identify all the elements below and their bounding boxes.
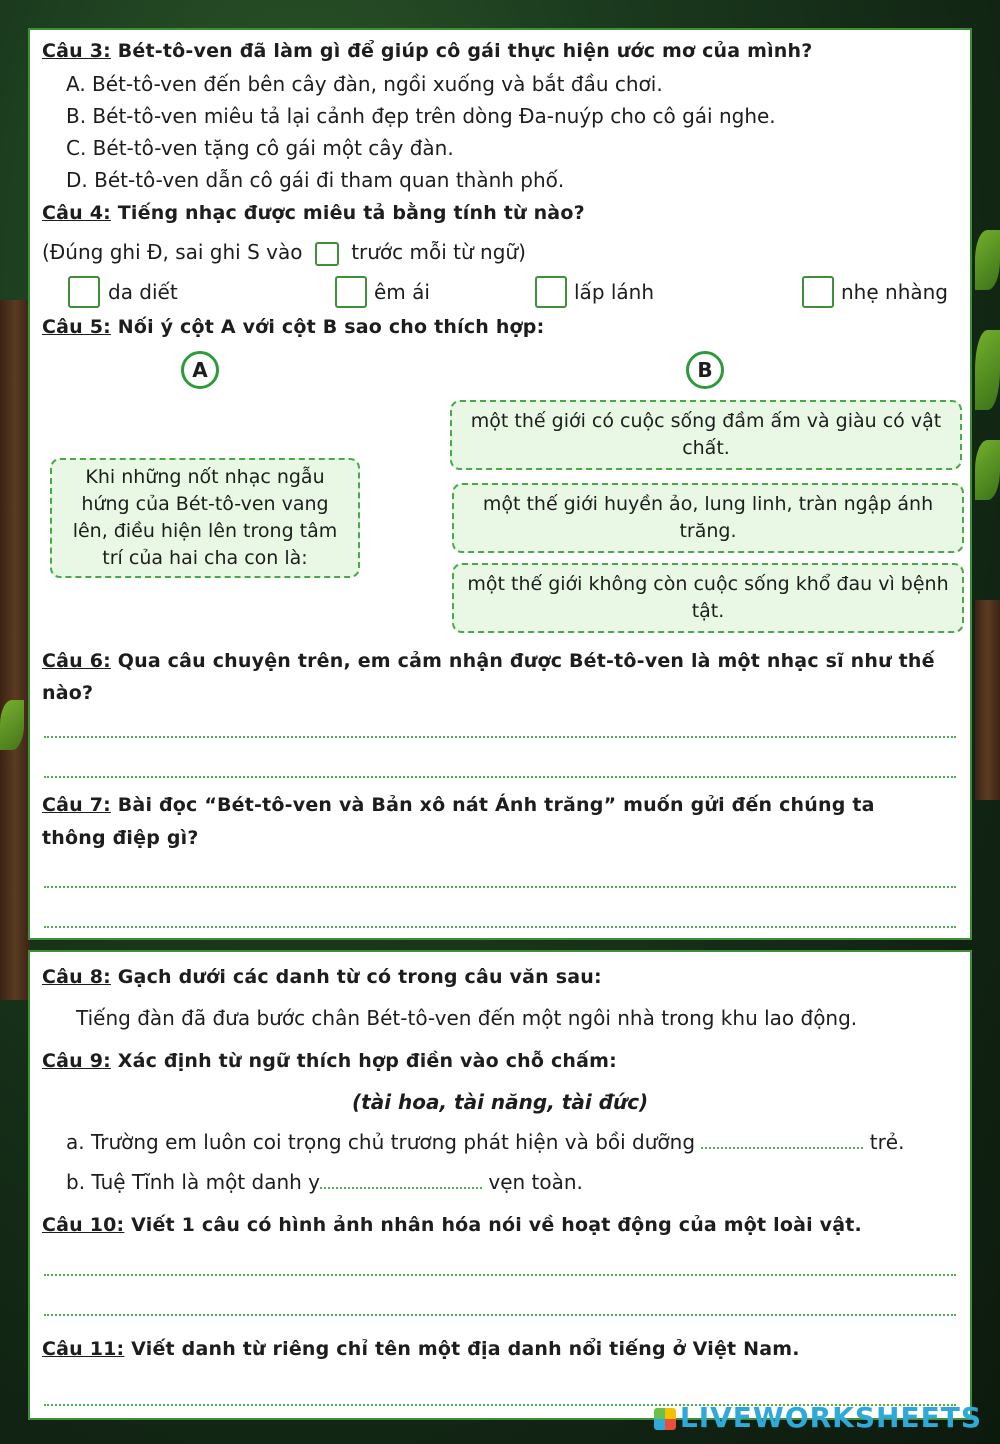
question-7-title-cont: thông điệp gì?: [42, 827, 199, 849]
question-6-title: [42, 650, 935, 672]
leaf-decoration: [975, 330, 1000, 410]
worksheet-panel-1: [28, 28, 972, 940]
question-text: Bài đọc “Bét-tô-ven và Bản xô nát Ánh trăng” muốn gửi đến chúng ta: [110, 794, 875, 816]
q4-instruction: [42, 240, 526, 266]
tree-trunk-right: [975, 600, 1000, 800]
question-text: Gạch dưới các danh từ có trong câu văn sau:: [110, 966, 602, 988]
column-b-label: B: [686, 351, 724, 389]
question-9-title: [42, 1050, 617, 1072]
question-number: Câu 4:: [42, 202, 111, 224]
question-text: Tiếng nhạc được miêu tả bằng tính từ nào?: [110, 202, 585, 224]
fill-blank-b[interactable]: [320, 1173, 482, 1189]
column-a-card[interactable]: Khi những nốt nhạc ngẫu hứng của Bét-tô-ven vang lên, điều hiện lên trong tâm trí của hai cha con là:: [50, 458, 360, 578]
question-number: Câu 8:: [42, 966, 111, 988]
question-number: Câu 6:: [42, 650, 111, 672]
q3-option-b[interactable]: B. Bét-tô-ven miêu tả lại cảnh đẹp trên dòng Đa-nuýp cho cô gái nghe.: [66, 104, 776, 128]
word-da-diet: da diết: [108, 280, 178, 304]
logo-text: LIVEWORKSHEETS: [679, 1401, 982, 1434]
question-10-title: [42, 1214, 862, 1236]
q4-instruction-end: trước mỗi từ ngữ): [351, 240, 526, 264]
question-4-title: [42, 202, 585, 224]
question-number: Câu 10:: [42, 1214, 125, 1236]
q9-a-end: trẻ.: [869, 1130, 905, 1154]
question-number: Câu 9:: [42, 1050, 111, 1072]
answer-box-da-diet[interactable]: [68, 276, 100, 308]
question-number: Câu 11:: [42, 1338, 125, 1360]
column-b-card-2[interactable]: một thế giới huyền ảo, lung linh, tràn ngập ánh trăng.: [452, 483, 964, 553]
question-text: Viết 1 câu có hình ảnh nhân hóa nói về hoạt động của một loài vật.: [124, 1214, 862, 1236]
question-text: Bét-tô-ven đã làm gì để giúp cô gái thực hiện ước mơ của mình?: [110, 40, 813, 62]
column-a-label: A: [181, 351, 219, 389]
q3-option-a[interactable]: A. Bét-tô-ven đến bên cây đàn, ngồi xuống và bắt đầu chơi.: [66, 72, 663, 96]
question-11-title: [42, 1338, 800, 1360]
q9-b-text: b. Tuệ Tĩnh là một danh y: [66, 1170, 320, 1194]
leaf-decoration: [0, 700, 24, 750]
q9-a-text: a. Trường em luôn coi trọng chủ trương phát hiện và bồi dưỡng: [66, 1130, 696, 1154]
answer-line[interactable]: [44, 886, 956, 888]
word-em-ai: êm ái: [374, 280, 430, 304]
question-text: Viết danh từ riêng chỉ tên một địa danh nổi tiếng ở Việt Nam.: [124, 1338, 800, 1360]
answer-box-lap-lanh[interactable]: [535, 276, 567, 308]
q9-sentence-b: [66, 1170, 583, 1194]
question-number: Câu 3:: [42, 40, 111, 62]
q3-option-c[interactable]: C. Bét-tô-ven tặng cô gái một cây đàn.: [66, 136, 454, 160]
answer-box-nhe-nhang[interactable]: [802, 276, 834, 308]
liveworksheets-logo: [654, 1401, 982, 1434]
question-number: Câu 5:: [42, 316, 111, 338]
question-number: Câu 7:: [42, 794, 111, 816]
question-5-title: [42, 316, 544, 338]
column-b-card-1[interactable]: một thế giới có cuộc sống đầm ấm và giàu có vật chất.: [450, 400, 962, 470]
word-lap-lanh: lấp lánh: [574, 280, 655, 304]
word-nhe-nhang: nhẹ nhàng: [841, 280, 948, 304]
answer-line[interactable]: [44, 926, 956, 928]
q9-b-end: vẹn toàn.: [488, 1170, 583, 1194]
tree-trunk-left: [0, 300, 30, 1000]
question-8-title: [42, 966, 602, 988]
answer-line[interactable]: [44, 1314, 956, 1316]
question-text: Nối ý cột A với cột B sao cho thích hợp:: [110, 316, 545, 338]
logo-icon: [654, 1408, 676, 1430]
q8-sentence[interactable]: Tiếng đàn đã đưa bước chân Bét-tô-ven đến một ngôi nhà trong khu lao động.: [76, 1006, 858, 1030]
q3-option-d[interactable]: D. Bét-tô-ven dẫn cô gái đi tham quan thành phố.: [66, 168, 565, 192]
question-7-title: [42, 794, 875, 816]
fill-blank-a[interactable]: [701, 1133, 863, 1149]
question-6-title-cont: nào?: [42, 682, 94, 704]
question-text: Xác định từ ngữ thích hợp điền vào chỗ chấm:: [110, 1050, 617, 1072]
worksheet-panel-2: [28, 950, 972, 1420]
answer-line[interactable]: [44, 1274, 956, 1276]
question-3-title: [42, 40, 812, 62]
leaf-decoration: [975, 440, 1000, 500]
answer-line[interactable]: [44, 776, 956, 778]
q9-word-choices: (tài hoa, tài năng, tài đức): [352, 1090, 649, 1114]
q9-sentence-a: [66, 1130, 904, 1154]
column-b-card-3[interactable]: một thế giới không còn cuộc sống khổ đau vì bệnh tật.: [452, 563, 964, 633]
leaf-decoration: [975, 230, 1000, 290]
answer-line[interactable]: [44, 736, 956, 738]
answer-box-em-ai[interactable]: [335, 276, 367, 308]
example-box: [315, 242, 339, 266]
q4-instruction-start: (Đúng ghi Đ, sai ghi S vào: [42, 240, 303, 264]
question-text: Qua câu chuyện trên, em cảm nhận được Bét-tô-ven là một nhạc sĩ như thế: [110, 650, 935, 672]
